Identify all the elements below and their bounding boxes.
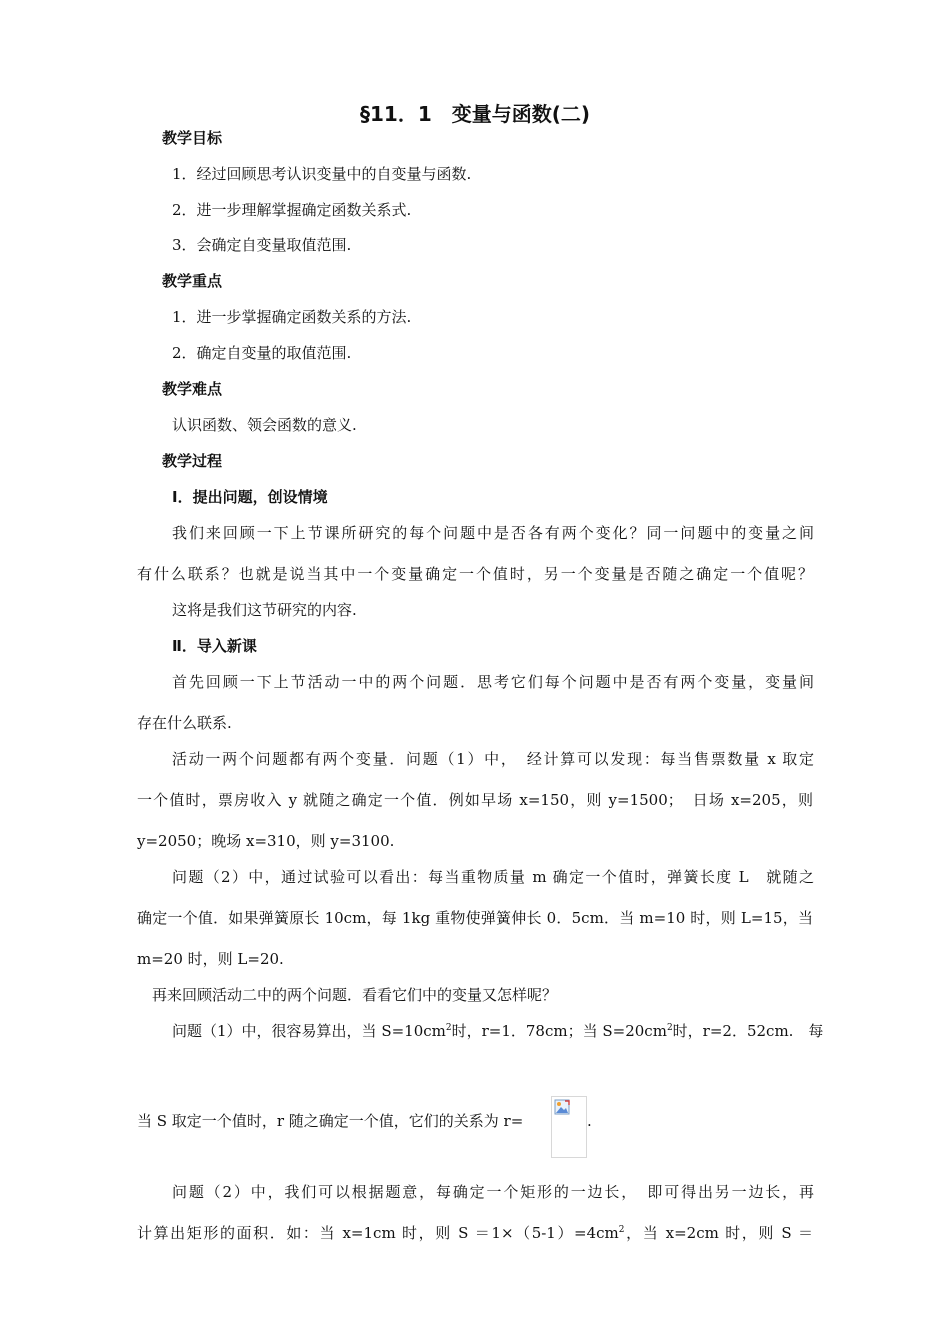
p5-text-b: 时，r=1．78cm；当 S=20cm	[451, 1022, 667, 1040]
goals-heading: 教学目标	[162, 129, 223, 147]
broken-image-icon	[554, 1099, 570, 1115]
p5-text-a: 问题（1）中，很容易算出，当 S=10cm	[172, 1022, 446, 1040]
part2-paragraph-3-line-2: 确定一个值．如果弹簧原长 10cm，每 1kg 重物使弹簧伸长 0．5cm．当 m=10 时，则 L=15，当	[137, 909, 813, 927]
formula-image-placeholder	[551, 1096, 587, 1158]
p5-superscript-2: 2	[666, 1023, 673, 1033]
part1-paragraph-1-line-1: 我们来回顾一下上节课所研究的每个问题中是否各有两个变化？同一问题中的变量之间	[172, 524, 814, 542]
p5-text-c: 时，r=2．52cm. 每	[672, 1022, 824, 1040]
goals-item-2: 2．进一步理解掌握确定函数关系式.	[172, 201, 412, 219]
part2-paragraph-2-line-1: 活动一两个问题都有两个变量．问题（1）中， 经计算可以发现：每当售票数量 x 取定	[172, 750, 814, 768]
part2-paragraph-6-line-2	[137, 1223, 813, 1243]
key-points-heading: 教学重点	[162, 272, 223, 290]
part2-paragraph-1-line-2: 存在什么联系.	[137, 714, 232, 732]
part2-paragraph-5-line-2: 当 S 取定一个值时，r 随之确定一个值，它们的关系为 r=	[137, 1112, 524, 1130]
p5-line2-period: .	[587, 1112, 592, 1130]
part2-heading: Ⅱ．导入新课	[172, 637, 257, 655]
process-heading: 教学过程	[162, 452, 223, 470]
key-points-item-2: 2．确定自变量的取值范围.	[172, 344, 352, 362]
part1-heading: Ⅰ．提出问题，创设情境	[172, 488, 328, 506]
p6-text-b: ，当 x=2cm 时，则 S ＝	[624, 1224, 813, 1242]
part2-paragraph-6-line-1: 问题（2）中，我们可以根据题意，每确定一个矩形的一边长， 即可得出另一边长，再	[172, 1183, 814, 1201]
key-points-item-1: 1．进一步掌握确定函数关系的方法.	[172, 308, 412, 326]
part2-paragraph-3-line-3: m=20 时，则 L=20.	[137, 950, 284, 968]
p5-superscript-1: 2	[445, 1023, 452, 1033]
page-title: §11．1 变量与函数(二)	[359, 102, 591, 126]
difficulties-heading: 教学难点	[162, 380, 223, 398]
goals-item-1: 1．经过回顾思考认识变量中的自变量与函数.	[172, 165, 472, 183]
part1-paragraph-1-line-2: 有什么联系？也就是说当其中一个变量确定一个值时，另一个变量是否随之确定一个值呢？	[137, 565, 813, 583]
part2-paragraph-1-line-1: 首先回顾一下上节活动一中的两个问题．思考它们每个问题中是否有两个变量，变量间	[172, 673, 814, 691]
part2-paragraph-2-line-2: 一个值时，票房收入 y 就随之确定一个值．例如早场 x=150，则 y=1500； 日场 x=205，则	[137, 791, 813, 809]
part2-paragraph-5-line-1	[172, 1021, 824, 1041]
part2-paragraph-3-line-1: 问题（2）中，通过试验可以看出：每当重物质量 m 确定一个值时，弹簧长度 L 就随之	[172, 868, 814, 886]
part2-paragraph-2-line-3: y=2050；晚场 x=310，则 y=3100.	[137, 832, 395, 850]
difficulties-item-1: 认识函数、领会函数的意义.	[172, 416, 357, 434]
goals-item-3: 3．会确定自变量取值范围.	[172, 236, 352, 254]
p6-superscript: 2	[618, 1225, 625, 1235]
p6-text-a: 计算出矩形的面积．如：当 x=1cm 时，则 S ＝1×（5-1）=4cm	[137, 1224, 619, 1242]
part1-paragraph-2: 这将是我们这节研究的内容.	[172, 601, 357, 619]
part2-paragraph-4: 再来回顾活动二中的两个问题．看看它们中的变量又怎样呢？	[152, 986, 558, 1004]
